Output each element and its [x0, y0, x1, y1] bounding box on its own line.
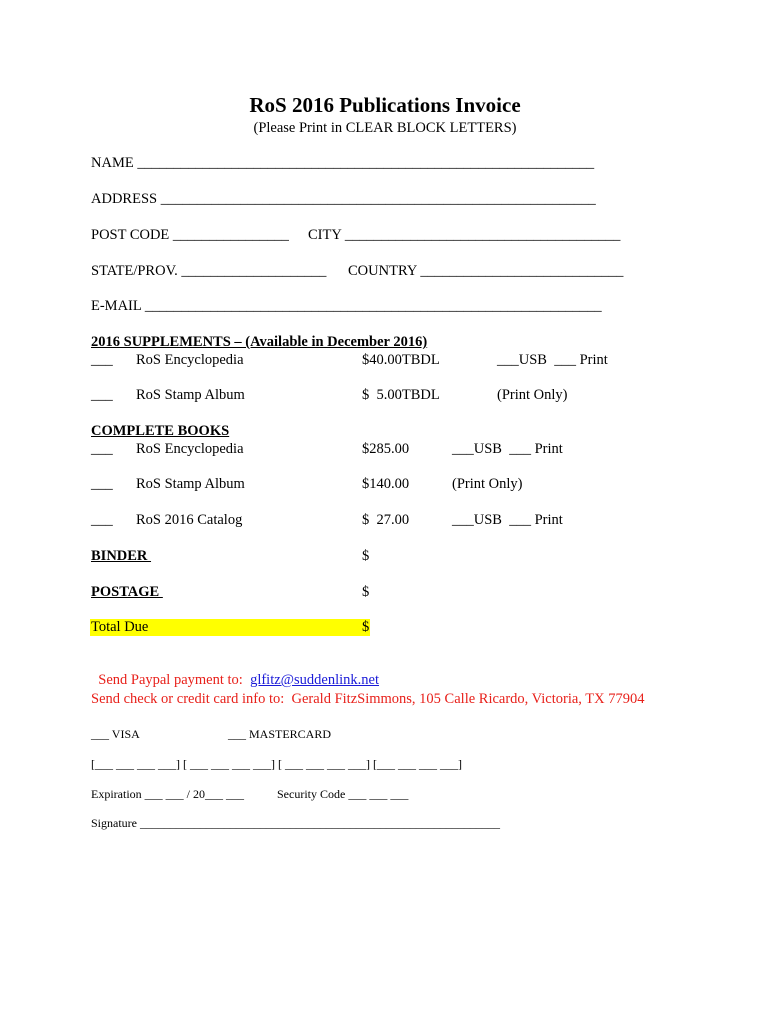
book-price: $ 27.00: [362, 512, 410, 528]
book-format: (Print Only): [452, 476, 523, 492]
signature-field[interactable]: Signature ____________________________________________________________: [91, 816, 500, 830]
binder-amount[interactable]: $: [362, 548, 370, 564]
paypal-label: Send Paypal payment to:: [98, 672, 251, 688]
total-label: Total Due: [91, 619, 149, 635]
state-field[interactable]: STATE/PROV. ____________________: [91, 263, 327, 279]
book-price: $140.00: [362, 476, 410, 492]
page-subtitle: (Please Print in CLEAR BLOCK LETTERS): [253, 120, 517, 136]
supplement-price: $ 5.00TBDL: [362, 387, 440, 403]
book-format[interactable]: ___USB ___ Print: [452, 512, 563, 528]
supplement-format: (Print Only): [497, 387, 568, 403]
supplement-checkbox[interactable]: ___: [91, 387, 113, 403]
name-field[interactable]: NAME _______________________________________________________________: [91, 155, 595, 171]
paypal-email-link[interactable]: glfitz@suddenlink.net: [250, 672, 380, 688]
complete-books-heading: COMPLETE BOOKS: [91, 423, 230, 439]
page-title: RoS 2016 Publications Invoice: [249, 93, 521, 117]
book-name: RoS Encyclopedia: [136, 441, 244, 457]
mastercard-option[interactable]: ___ MASTERCARD: [228, 727, 332, 741]
book-price: $285.00: [362, 441, 410, 457]
card-number-field[interactable]: [___ ___ ___ ___] [ ___ ___ ___ ___] [ ___ ___ ___ ___] [___ ___ ___ ___]: [91, 757, 462, 771]
address-field[interactable]: ADDRESS ____________________________________________________________: [91, 191, 596, 207]
binder-label: BINDER: [91, 548, 152, 564]
book-name: RoS 2016 Catalog: [136, 512, 243, 528]
book-checkbox[interactable]: ___: [91, 476, 113, 492]
visa-option[interactable]: ___ VISA: [91, 727, 140, 741]
book-checkbox[interactable]: ___: [91, 512, 113, 528]
book-format[interactable]: ___USB ___ Print: [452, 441, 563, 457]
security-code-field[interactable]: Security Code ___ ___ ___: [277, 787, 409, 801]
expiration-field[interactable]: Expiration ___ ___ / 20___ ___: [91, 787, 244, 801]
supplement-name: RoS Encyclopedia: [136, 352, 244, 368]
supplement-price: $40.00TBDL: [362, 352, 440, 368]
check-instructions: Send check or credit card info to: Gerald FitzSimmons, 105 Calle Ricardo, Victoria, TX 77904: [91, 691, 645, 707]
supplements-heading: 2016 SUPPLEMENTS – (Available in December 2016): [91, 334, 428, 350]
postage-amount[interactable]: $: [362, 584, 370, 600]
email-field[interactable]: E-MAIL _______________________________________________________________: [91, 298, 602, 314]
supplement-format[interactable]: ___USB ___ Print: [497, 352, 608, 368]
postcode-field[interactable]: POST CODE ________________: [91, 227, 289, 243]
postage-label: POSTAGE: [91, 584, 163, 600]
total-amount[interactable]: $: [362, 619, 370, 635]
book-name: RoS Stamp Album: [136, 476, 245, 492]
book-checkbox[interactable]: ___: [91, 441, 113, 457]
country-field[interactable]: COUNTRY ____________________________: [348, 263, 624, 279]
paypal-instructions: [91, 655, 379, 689]
city-field[interactable]: CITY ______________________________________: [308, 227, 621, 243]
supplement-name: RoS Stamp Album: [136, 387, 245, 403]
supplement-checkbox[interactable]: ___: [91, 352, 113, 368]
